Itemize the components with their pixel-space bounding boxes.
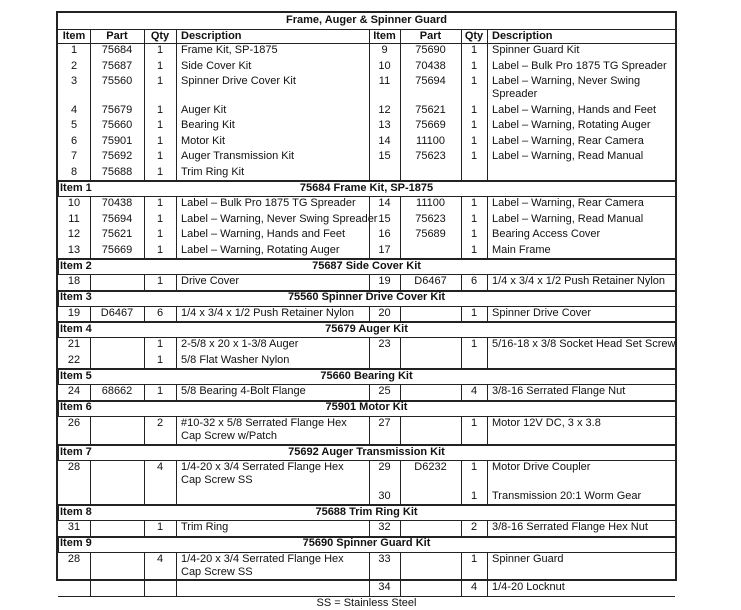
part-number: 70438: [415, 59, 446, 72]
description: Trim Ring: [181, 521, 229, 533]
column-divider: [400, 306, 401, 322]
part-number: 75623: [415, 150, 446, 162]
column-divider: [176, 416, 177, 445]
quantity: 1: [156, 275, 164, 287]
header-description: Description: [181, 30, 242, 42]
column-divider: [58, 290, 59, 306]
column-divider: [400, 337, 401, 368]
column-divider: [461, 306, 462, 322]
part-number: D6232: [414, 461, 447, 473]
part-number: 75692: [101, 150, 133, 162]
column-divider: [369, 384, 370, 400]
description: Label – Warning, Hands and Feet: [181, 228, 346, 240]
column-divider: [176, 460, 177, 504]
section-label: Item 6: [60, 401, 92, 413]
quantity: 1: [470, 552, 478, 565]
item-number: 25: [378, 385, 391, 397]
item-number: 19: [67, 306, 81, 319]
column-divider: [369, 416, 370, 445]
column-divider: [90, 520, 91, 536]
item-number: 6: [70, 134, 78, 147]
quantity: 1: [156, 353, 164, 366]
item-number: 34: [378, 581, 391, 593]
header-part: Part: [419, 30, 442, 42]
item-number: 22: [67, 353, 81, 366]
description: Label – Warning, Never Swing: [492, 75, 641, 87]
quantity: 1: [156, 134, 164, 147]
item-number: 2: [70, 59, 78, 72]
column-divider: [144, 384, 145, 400]
column-divider: [487, 552, 488, 596]
quantity: 1: [156, 103, 164, 116]
quantity: 1: [470, 75, 478, 87]
item-number: 18: [67, 275, 81, 287]
part-number: 75689: [415, 228, 446, 240]
description: 1/4-20 x 3/4 Serrated Flange Hex: [181, 461, 344, 473]
description: 1/4-20 x 3/4 Serrated Flange Hex: [181, 552, 344, 565]
quantity: 1: [156, 521, 164, 533]
item-number: 27: [378, 416, 391, 429]
item-number: 28: [67, 552, 81, 565]
quantity: 1: [156, 75, 164, 87]
part-number: 75669: [415, 119, 446, 131]
quantity: 1: [470, 461, 478, 473]
column-divider: [58, 400, 59, 416]
description: Label – Warning, Hands and Feet: [492, 103, 657, 116]
column-divider: [369, 337, 370, 368]
header-qty: Qty: [150, 30, 170, 42]
item-number: 20: [378, 306, 391, 319]
quantity: 6: [470, 275, 478, 287]
section-title: 75690 Spinner Guard Kit: [302, 537, 431, 549]
item-number: 11: [68, 212, 80, 225]
part-number: 75669: [101, 243, 133, 256]
quantity: 1: [470, 119, 478, 131]
description: Label – Warning, Read Manual: [492, 150, 644, 162]
quantity: 1: [470, 44, 478, 56]
part-number: 75560: [101, 75, 133, 87]
column-divider: [369, 274, 370, 290]
column-divider: [176, 29, 177, 43]
description: Spinner Drive Cover Kit: [181, 75, 296, 87]
header-description: Description: [492, 30, 553, 42]
quantity: 1: [470, 306, 478, 319]
description: Bearing Access Cover: [492, 228, 601, 240]
description: Label – Warning, Rear Camera: [492, 134, 644, 147]
item-number: 10: [378, 59, 391, 72]
column-divider: [144, 274, 145, 290]
description: 5/8 Flat Washer Nylon: [181, 353, 290, 366]
section-label: Item 2: [60, 259, 92, 272]
description: #10-32 x 5/8 Serrated Flange Hex: [181, 416, 347, 429]
column-divider: [176, 384, 177, 400]
item-number: 26: [67, 416, 81, 429]
description: 5/16-18 x 3/8 Socket Head Set Screw: [492, 338, 676, 350]
quantity: 1: [156, 165, 164, 178]
item-number: 9: [381, 44, 388, 56]
section-label: Item 1: [60, 181, 92, 194]
column-divider: [400, 196, 401, 258]
column-divider: [369, 306, 370, 322]
quantity: 4: [470, 385, 478, 397]
part-number: 75687: [101, 59, 133, 72]
column-divider: [58, 321, 59, 337]
column-divider: [461, 416, 462, 445]
description: 1/4 x 3/4 x 1/2 Push Retainer Nylon: [492, 275, 666, 287]
column-divider: [90, 337, 91, 368]
column-divider: [90, 384, 91, 400]
column-divider: [487, 384, 488, 400]
description: Label – Warning, Rear Camera: [492, 197, 644, 209]
description: Label – Warning, Rotating Auger: [492, 119, 651, 131]
column-divider: [144, 29, 145, 43]
quantity: 1: [470, 150, 478, 162]
section-title: 75560 Spinner Drive Cover Kit: [287, 291, 446, 303]
column-divider: [90, 29, 91, 43]
column-divider: [369, 552, 370, 596]
quantity: 1: [470, 59, 478, 72]
column-divider: [144, 196, 145, 258]
column-divider: [487, 416, 488, 445]
description: Main Frame: [492, 243, 551, 256]
column-divider: [144, 306, 145, 322]
part-number: 75623: [415, 212, 446, 225]
column-divider: [487, 306, 488, 322]
quantity: 4: [470, 581, 478, 593]
description: Spinner Drive Cover: [492, 306, 592, 319]
description: Side Cover Kit: [181, 59, 252, 72]
description: Motor Drive Coupler: [492, 461, 591, 473]
column-divider: [144, 520, 145, 536]
part-number: 75621: [101, 228, 133, 240]
part-number: D6467: [414, 275, 447, 287]
description: Auger Kit: [181, 103, 227, 116]
column-divider: [176, 552, 177, 596]
section-title: 75684 Frame Kit, SP-1875: [299, 181, 434, 194]
description: 2-5/8 x 20 x 1-3/8 Auger: [181, 338, 299, 350]
part-number: 70438: [101, 197, 133, 209]
section-label: Item 9: [60, 537, 92, 549]
column-divider: [58, 444, 59, 460]
description: Label – Warning, Read Manual: [492, 212, 644, 225]
quantity: 4: [156, 552, 164, 565]
column-divider: [400, 29, 401, 43]
description: 5/8 Bearing 4-Bolt Flange: [181, 385, 306, 397]
column-divider: [487, 43, 488, 180]
item-number: 15: [378, 150, 391, 162]
column-divider: [400, 460, 401, 504]
column-divider: [400, 274, 401, 290]
description: Drive Cover: [181, 275, 240, 287]
column-divider: [144, 337, 145, 368]
quantity: 2: [156, 416, 164, 429]
item-number: 31: [67, 521, 81, 533]
column-divider: [176, 274, 177, 290]
description: Bearing Kit: [181, 119, 235, 131]
column-divider: [369, 43, 370, 180]
item-number: 5: [70, 119, 78, 131]
column-divider: [90, 460, 91, 504]
item-number: 29: [378, 461, 391, 473]
column-divider: [461, 520, 462, 536]
item-number: 8: [70, 165, 78, 178]
item-number: 24: [67, 385, 81, 397]
column-divider: [144, 552, 145, 596]
column-divider: [90, 416, 91, 445]
column-divider: [176, 196, 177, 258]
quantity: 1: [156, 150, 164, 162]
quantity: 1: [156, 44, 164, 56]
quantity: 1: [470, 489, 478, 502]
quantity: 1: [156, 119, 164, 131]
item-number: 13: [67, 243, 81, 256]
column-divider: [369, 29, 370, 43]
part-number: 68662: [101, 385, 133, 397]
quantity: 6: [156, 306, 164, 319]
section-title: 75688 Trim Ring Kit: [315, 505, 418, 518]
description: Frame Kit, SP-1875: [181, 44, 278, 56]
quantity: 4: [156, 461, 164, 473]
item-number: 12: [67, 228, 81, 240]
column-divider: [461, 196, 462, 258]
quantity: 1: [470, 134, 478, 147]
column-divider: [144, 460, 145, 504]
quantity: 1: [156, 338, 164, 350]
column-divider: [144, 43, 145, 180]
quantity: 1: [470, 243, 478, 256]
section-label: Item 4: [60, 322, 92, 335]
description: Cap Screw SS: [181, 474, 253, 486]
description: 1/4 x 3/4 x 1/2 Push Retainer Nylon: [181, 306, 355, 319]
column-divider: [487, 196, 488, 258]
description: Transmission 20:1 Worm Gear: [492, 489, 642, 502]
column-divider: [461, 337, 462, 368]
part-number: 75690: [415, 44, 446, 56]
quantity: 1: [470, 103, 478, 116]
quantity: 1: [470, 228, 478, 240]
header-part: Part: [106, 30, 128, 42]
section-title: 75679 Auger Kit: [325, 322, 408, 335]
item-number: 17: [378, 243, 391, 256]
column-divider: [400, 520, 401, 536]
column-divider: [461, 274, 462, 290]
part-number: 75621: [415, 103, 446, 116]
column-divider: [461, 552, 462, 596]
table-title: Frame, Auger & Spinner Guard: [286, 14, 447, 26]
footer-note: SS = Stainless Steel: [316, 597, 417, 609]
description: Label – Warning, Rotating Auger: [181, 243, 340, 256]
item-number: 11: [378, 75, 391, 87]
item-number: 28: [67, 461, 81, 473]
description: Cap Screw SS: [181, 565, 253, 578]
item-number: 15: [378, 212, 391, 225]
item-number: 21: [67, 338, 81, 350]
item-number: 33: [378, 552, 391, 565]
description: Trim Ring Kit: [181, 165, 245, 178]
column-divider: [461, 29, 462, 43]
item-number: 14: [378, 197, 391, 209]
column-divider: [90, 306, 91, 322]
quantity: 1: [470, 416, 478, 429]
description: 3/8-16 Serrated Flange Nut: [492, 385, 626, 397]
quantity: 1: [156, 197, 164, 209]
section-label: Item 3: [60, 291, 92, 303]
column-divider: [176, 306, 177, 322]
description: Label – Bulk Pro 1875 TG Spreader: [181, 197, 356, 209]
description: Motor Kit: [181, 134, 226, 147]
item-number: 13: [378, 119, 391, 131]
column-divider: [400, 416, 401, 445]
part-number: 75694: [415, 75, 446, 87]
description: Motor 12V DC, 3 x 3.8: [492, 416, 601, 429]
column-divider: [487, 274, 488, 290]
item-number: 3: [70, 75, 78, 87]
item-number: 12: [378, 103, 391, 116]
description: Label – Warning, Never Swing Spreader: [181, 212, 378, 225]
description: Spreader: [492, 88, 538, 100]
quantity: 1: [156, 59, 164, 72]
part-number: 75660: [101, 119, 133, 131]
column-divider: [58, 504, 59, 520]
section-title: 75687 Side Cover Kit: [312, 259, 421, 272]
section-title: 75901 Motor Kit: [325, 401, 408, 413]
column-divider: [58, 258, 59, 274]
column-divider: [400, 43, 401, 180]
description: 3/8-16 Serrated Flange Hex Nut: [492, 521, 648, 533]
item-number: 14: [378, 134, 391, 147]
part-number: 75688: [101, 165, 133, 178]
item-number: 4: [70, 103, 78, 116]
description: Label – Bulk Pro 1875 TG Spreader: [492, 59, 667, 72]
column-divider: [58, 536, 59, 552]
column-divider: [487, 337, 488, 368]
part-number: 75684: [101, 44, 133, 56]
part-number: 11100: [416, 197, 445, 209]
header-item: Item: [373, 30, 396, 42]
column-divider: [369, 196, 370, 258]
column-divider: [90, 552, 91, 596]
column-divider: [144, 416, 145, 445]
part-number: 75901: [101, 134, 133, 147]
column-divider: [400, 384, 401, 400]
column-divider: [461, 43, 462, 180]
section-label: Item 7: [60, 445, 92, 458]
description: 1/4-20 Locknut: [492, 581, 565, 593]
column-divider: [461, 460, 462, 504]
item-number: 10: [67, 197, 81, 209]
column-divider: [58, 180, 59, 196]
column-divider: [90, 274, 91, 290]
item-number: 7: [70, 150, 78, 162]
part-number: 75679: [101, 103, 133, 116]
item-number: 19: [378, 275, 391, 287]
quantity: 1: [156, 228, 164, 240]
description: Spinner Guard: [492, 552, 564, 565]
parts-table: [56, 11, 677, 609]
column-divider: [369, 460, 370, 504]
column-divider: [176, 337, 177, 368]
quantity: 1: [470, 212, 478, 225]
quantity: 1: [156, 212, 164, 225]
column-divider: [176, 43, 177, 180]
item-number: 32: [378, 521, 391, 533]
part-number: D6467: [100, 306, 134, 319]
column-divider: [487, 29, 488, 43]
item-number: 30: [378, 489, 391, 502]
column-divider: [176, 520, 177, 536]
column-divider: [487, 520, 488, 536]
item-number: 16: [378, 228, 391, 240]
column-divider: [90, 196, 91, 258]
section-title: 75660 Bearing Kit: [320, 369, 413, 382]
part-number: 11100: [416, 134, 445, 147]
quantity: 2: [470, 521, 478, 533]
quantity: 1: [156, 243, 164, 256]
column-divider: [461, 384, 462, 400]
column-divider: [58, 368, 59, 384]
quantity: 1: [470, 197, 478, 209]
column-divider: [369, 520, 370, 536]
quantity: 1: [470, 338, 478, 350]
header-item: Item: [62, 30, 86, 42]
header-qty: Qty: [464, 30, 484, 42]
column-divider: [400, 552, 401, 596]
item-number: 23: [378, 338, 391, 350]
section-label: Item 8: [60, 505, 92, 518]
section-label: Item 5: [60, 369, 92, 382]
section-title: 75692 Auger Transmission Kit: [288, 445, 445, 458]
item-number: 1: [70, 44, 78, 56]
description: Auger Transmission Kit: [181, 150, 295, 162]
column-divider: [90, 43, 91, 180]
description: Spinner Guard Kit: [492, 44, 580, 56]
description: Cap Screw w/Patch: [181, 429, 277, 442]
part-number: 75694: [101, 212, 133, 225]
column-divider: [487, 460, 488, 504]
quantity: 1: [156, 385, 164, 397]
